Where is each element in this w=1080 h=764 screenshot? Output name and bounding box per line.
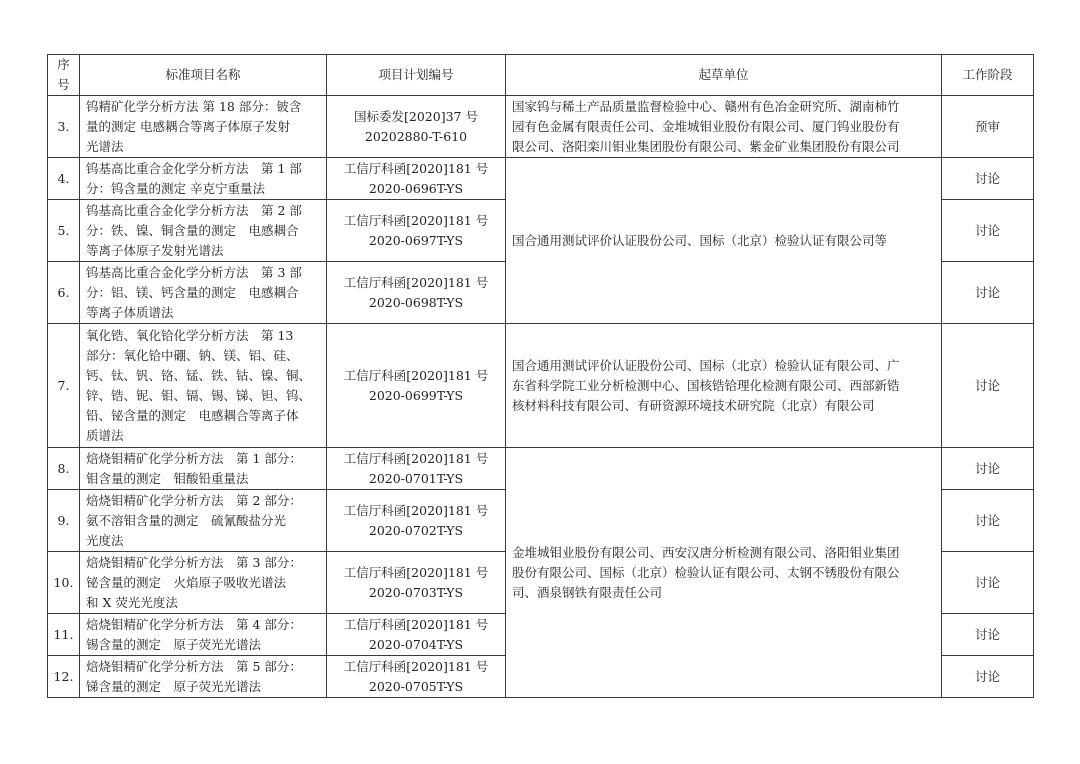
unit-line: 股份有限公司、国标（北京）检验认证有限公司、太钢不锈股份有限公 — [512, 564, 900, 580]
unit-line: 金堆城钼业股份有限公司、西安汉唐分析检测有限公司、洛阳钼业集团 — [512, 544, 900, 560]
standards-table — [47, 54, 1034, 698]
unit-line: 限公司、洛阳栾川钼业集团股份有限公司、紫金矿业集团股份有限公司 — [512, 138, 900, 154]
work-stage: 讨论 — [942, 552, 1034, 614]
name-line: 焙烧钼精矿化学分析方法 第 2 部分： — [86, 492, 302, 508]
drafting-units-merged — [506, 448, 942, 698]
code-line: 2020-0705T-YS — [368, 678, 464, 694]
code-line: 工信厅科函[2020]181 号 — [343, 564, 489, 580]
code-line: 工信厅科函[2020]181 号 — [343, 450, 489, 466]
row-number: 8. — [48, 448, 80, 490]
work-stage: 讨论 — [942, 324, 1034, 448]
name-line: 部分：氧化铪中硼、钠、镁、铝、硅、 — [86, 347, 299, 363]
code-line: 工信厅科函[2020]181 号 — [343, 367, 489, 383]
header-no-line-1: 序 — [57, 57, 70, 72]
standard-name — [80, 614, 327, 656]
name-line: 光谱法 — [86, 138, 124, 154]
code-line: 2020-0698T-YS — [368, 294, 464, 310]
plan-code — [327, 324, 506, 448]
name-line: 钙、钛、钒、铬、锰、铁、钴、镍、铜、 — [86, 367, 312, 383]
name-line: 焙烧钼精矿化学分析方法 第 5 部分： — [86, 658, 302, 674]
plan-code — [327, 96, 506, 158]
work-stage: 讨论 — [942, 158, 1034, 200]
standard-name — [80, 262, 327, 324]
name-line: 焙烧钼精矿化学分析方法 第 3 部分： — [86, 554, 302, 570]
table-header-row — [48, 55, 1034, 96]
row-number: 12. — [48, 656, 80, 698]
code-line: 工信厅科函[2020]181 号 — [343, 658, 489, 674]
row-number: 10. — [48, 552, 80, 614]
name-line: 分：钨含量的测定 辛克宁重量法 — [86, 180, 265, 196]
plan-code — [327, 262, 506, 324]
row-number: 4. — [48, 158, 80, 200]
name-line: 氧化锆、氧化铪化学分析方法 第 13 — [86, 327, 294, 343]
standard-name — [80, 96, 327, 158]
code-line: 2020-0703T-YS — [368, 584, 464, 600]
unit-line: 东省科学院工业分析检测中心、国核锆铪理化检测有限公司、西部新锆 — [512, 377, 900, 393]
name-line: 质谱法 — [86, 427, 124, 443]
name-line: 钨精矿化学分析方法 第 18 部分：铍含 — [86, 98, 302, 114]
plan-code — [327, 656, 506, 698]
code-line: 2020-0699T-YS — [368, 387, 464, 403]
code-line: 2020-0702T-YS — [368, 522, 464, 538]
standard-name — [80, 490, 327, 552]
name-line: 焙烧钼精矿化学分析方法 第 1 部分： — [86, 450, 302, 466]
name-line: 焙烧钼精矿化学分析方法 第 4 部分： — [86, 616, 302, 632]
header-no-line-2: 号 — [57, 77, 70, 92]
name-line: 钼含量的测定 钼酸铅重量法 — [86, 470, 249, 486]
name-line: 量的测定 电感耦合等离子体原子发射 — [86, 118, 290, 134]
unit-line: 核材料科技有限公司、有研资源环境技术研究院（北京）有限公司 — [512, 397, 875, 413]
standard-name — [80, 656, 327, 698]
row-number: 5. — [48, 200, 80, 262]
row-number: 11. — [48, 614, 80, 656]
unit-line: 园有色金属有限责任公司、金堆城钼业股份有限公司、厦门钨业股份有 — [512, 118, 900, 134]
name-line: 氨不溶钼含量的测定 硫氰酸盐分光 — [86, 512, 287, 528]
name-line: 分：铁、镍、铜含量的测定 电感耦合 — [86, 222, 299, 238]
header-no — [48, 55, 80, 96]
header-code: 项目计划编号 — [327, 55, 506, 96]
code-line: 20202880-T-610 — [364, 128, 468, 144]
code-line: 工信厅科函[2020]181 号 — [343, 502, 489, 518]
code-line: 2020-0697T-YS — [368, 232, 464, 248]
standard-name — [80, 158, 327, 200]
code-line: 工信厅科函[2020]181 号 — [343, 616, 489, 632]
name-line: 铋含量的测定 火焰原子吸收光谱法 — [86, 574, 287, 590]
plan-code — [327, 614, 506, 656]
standard-name — [80, 448, 327, 490]
row-number: 7. — [48, 324, 80, 448]
name-line: 和 X 荧光光度法 — [86, 594, 178, 610]
unit-line: 司、酒泉钢铁有限责任公司 — [512, 584, 663, 600]
code-line: 国标委发[2020]37 号 — [354, 108, 478, 124]
name-line: 钨基高比重合金化学分析方法 第 1 部 — [86, 160, 302, 176]
table-row — [48, 158, 1034, 200]
code-line: 工信厅科函[2020]181 号 — [343, 212, 489, 228]
work-stage: 讨论 — [942, 656, 1034, 698]
plan-code — [327, 448, 506, 490]
table-row — [48, 96, 1034, 158]
row-number: 3. — [48, 96, 80, 158]
work-stage: 讨论 — [942, 490, 1034, 552]
drafting-units — [506, 324, 942, 448]
plan-code — [327, 200, 506, 262]
header-name: 标准项目名称 — [80, 55, 327, 96]
header-stage: 工作阶段 — [942, 55, 1034, 96]
row-number: 9. — [48, 490, 80, 552]
name-line: 分：铝、镁、钙含量的测定 电感耦合 — [86, 284, 299, 300]
name-line: 锌、锆、铌、钼、镉、锡、锑、钽、钨、 — [86, 387, 312, 403]
table-row — [48, 448, 1034, 490]
standard-name — [80, 552, 327, 614]
name-line: 等离子体原子发射光谱法 — [86, 242, 224, 258]
work-stage: 预审 — [942, 96, 1034, 158]
standards-table-sheet — [47, 54, 1033, 698]
name-line: 钨基高比重合金化学分析方法 第 2 部 — [86, 202, 302, 218]
name-line: 铅、铋含量的测定 电感耦合等离子体 — [86, 407, 299, 423]
plan-code — [327, 552, 506, 614]
work-stage: 讨论 — [942, 200, 1034, 262]
drafting-units-merged — [506, 158, 942, 324]
name-line: 锑含量的测定 原子荧光光谱法 — [86, 678, 262, 694]
plan-code — [327, 490, 506, 552]
work-stage: 讨论 — [942, 262, 1034, 324]
drafting-units — [506, 96, 942, 158]
table-row — [48, 324, 1034, 448]
standard-name — [80, 324, 327, 448]
code-line: 2020-0704T-YS — [368, 636, 464, 652]
name-line: 钨基高比重合金化学分析方法 第 3 部 — [86, 264, 302, 280]
name-line: 锡含量的测定 原子荧光光谱法 — [86, 636, 262, 652]
name-line: 光度法 — [86, 532, 124, 548]
unit-line: 国合通用测试评价认证股份公司、国标（北京）检验认证有限公司、广 — [512, 357, 900, 373]
work-stage: 讨论 — [942, 448, 1034, 490]
header-unit: 起草单位 — [506, 55, 942, 96]
name-line: 等离子体质谱法 — [86, 304, 174, 320]
work-stage: 讨论 — [942, 614, 1034, 656]
standard-name — [80, 200, 327, 262]
code-line: 2020-0696T-YS — [368, 180, 464, 196]
row-number: 6. — [48, 262, 80, 324]
code-line: 2020-0701T-YS — [368, 470, 464, 486]
code-line: 工信厅科函[2020]181 号 — [343, 160, 489, 176]
unit-line: 国合通用测试评价认证股份公司、国标（北京）检验认证有限公司等 — [512, 232, 888, 248]
plan-code — [327, 158, 506, 200]
code-line: 工信厅科函[2020]181 号 — [343, 274, 489, 290]
unit-line: 国家钨与稀土产品质量监督检验中心、赣州有色冶金研究所、湖南柿竹 — [512, 98, 900, 114]
